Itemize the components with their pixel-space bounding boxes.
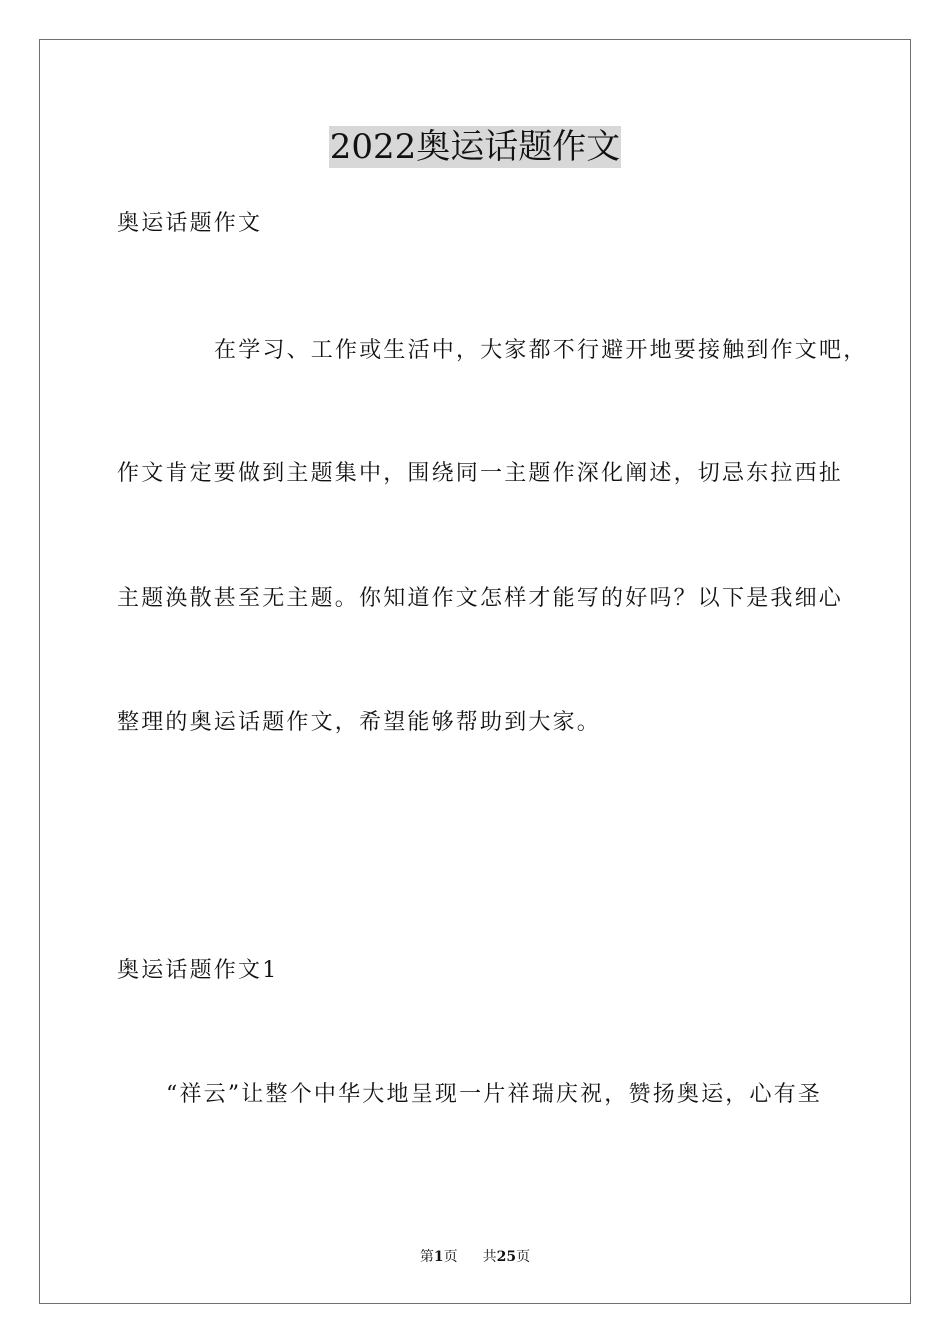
intro-line-1: 在学习、工作或生活中，大家都不行避开地要接触到作文吧，	[214, 338, 868, 363]
intro-line-4: 整理的奥运话题作文，希望能够帮助到大家。	[117, 710, 602, 735]
intro-line-2: 作文肯定要做到主题集中，围绕同一主题作深化阐述，切忌东拉西扯	[117, 461, 844, 486]
section-paragraph-line: “祥云”让整个中华大地呈现一片祥瑞庆祝，赞扬奥运，心有圣	[166, 1082, 823, 1107]
footer-page-number: 1	[433, 1249, 444, 1265]
footer-page-prefix: 第	[419, 1249, 434, 1265]
footer-total-suffix: 页	[516, 1249, 531, 1265]
document-title: 2022奥运话题作文	[329, 127, 621, 167]
footer-page-suffix: 页	[443, 1249, 458, 1265]
title-container	[0, 126, 950, 168]
document-subtitle: 奥运话题作文	[117, 211, 263, 236]
intro-line-3: 主题涣散甚至无主题。你知道作文怎样才能写的好吗？以下是我细心	[117, 586, 844, 611]
section-heading: 奥运话题作文1	[117, 958, 279, 983]
page-footer	[0, 1248, 950, 1266]
footer-total-pages: 25	[496, 1249, 517, 1265]
footer-total-prefix: 共	[482, 1249, 497, 1265]
